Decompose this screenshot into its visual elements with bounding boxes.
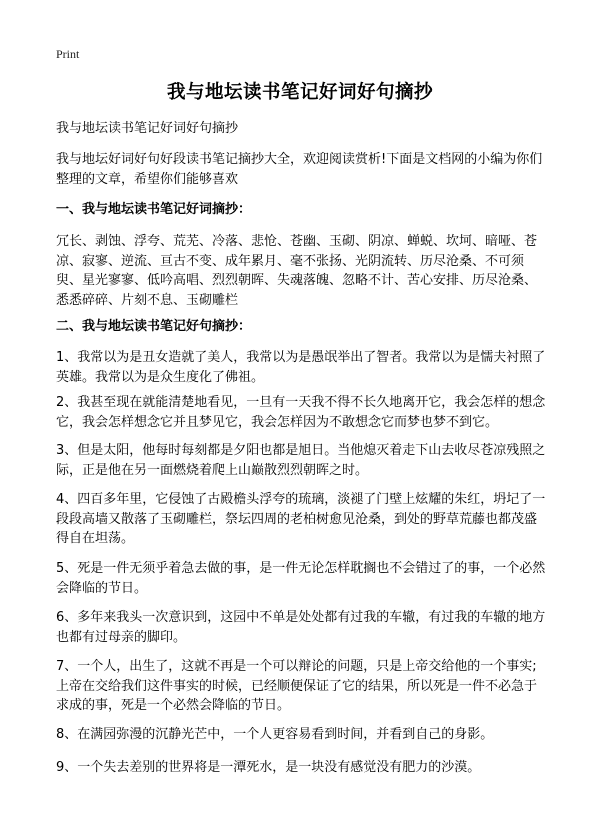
- good-words-paragraph: 冗长、剥蚀、浮夸、荒芜、冷落、悲怆、苍幽、玉砌、阴凉、蝉蜕、坎坷、暗哑、苍凉、寂寥、逆流、亘古不变、成年累月、毫不张扬、光阴流转、历尽沧桑、不可须臾、星光寥寥、低吟高唱、烈烈朝晖、失魂落魄、忽略不计、苦心安排、历尽沧桑、悉悉碎碎、片刻不息、玉砌雕栏: [56, 234, 538, 308]
- sentence-item: 7、一个人，出生了，这就不再是一个可以辩论的问题，只是上帝交给他的一个事实;上帝在交给我们这件事实的时候，已经顺便保证了它的结果，所以死是一件不必急于求成的事，死是一个必然会降临的节日。: [56, 659, 538, 713]
- intro-paragraph: 我与地坛好词好句好段读书笔记摘抄大全，欢迎阅读赏析!下面是文档网的小编为你们整理的文章，希望你们能够喜欢: [56, 152, 543, 187]
- sentence-item: 2、我甚至现在就能清楚地看见，一旦有一天我不得不长久地离开它，我会怎样的想念它，我会怎样想念它并且梦见它，我会怎样因为不敢想念它而梦也梦不到它。: [56, 395, 546, 430]
- sentence-item: 1、我常以为是丑女造就了美人，我常以为是愚氓举出了智者。我常以为是懦夫衬照了英雄。我常以为是众生度化了佛祖。: [56, 350, 546, 385]
- sentence-item: 5、死是一件无须乎着急去做的事，是一件无论怎样耽搁也不会错过了的事，一个必然会降临的节日。: [56, 561, 546, 596]
- page-title: 我与地坛读书笔记好词好句摘抄: [166, 82, 433, 103]
- subtitle: 我与地坛读书笔记好词好句摘抄: [56, 121, 239, 136]
- section-1-heading: 一、我与地坛读书笔记好词摘抄：: [56, 202, 252, 217]
- sentence-item: 8、在满园弥漫的沉静光芒中，一个人更容易看到时间，并看到自己的身影。: [56, 727, 494, 742]
- print-link[interactable]: Print: [56, 47, 80, 61]
- section-2-heading: 二、我与地坛读书笔记好句摘抄：: [56, 319, 252, 334]
- sentence-item: 9、一个失去差别的世界将是一潭死水，是一块没有感觉没有肥力的沙漠。: [56, 760, 481, 775]
- sentence-item: 4、四百多年里，它侵蚀了古殿檐头浮夸的琉璃，淡褪了门壁上炫耀的朱红，坍圮了一段段高墙又散落了玉砌雕栏，祭坛四周的老柏树愈见沧桑，到处的野草荒藤也都茂盛得自在坦荡。: [56, 492, 546, 546]
- sentence-item: 3、但是太阳，他每时每刻都是夕阳也都是旭日。当他熄灭着走下山去收尽苍凉残照之际，正是他在另一面燃烧着爬上山巅散烈烈朝晖之时。: [56, 443, 546, 478]
- sentence-item: 6、多年来我头一次意识到，这园中不单是处处都有过我的车辙，有过我的车辙的地方也都有过母亲的脚印。: [56, 610, 546, 645]
